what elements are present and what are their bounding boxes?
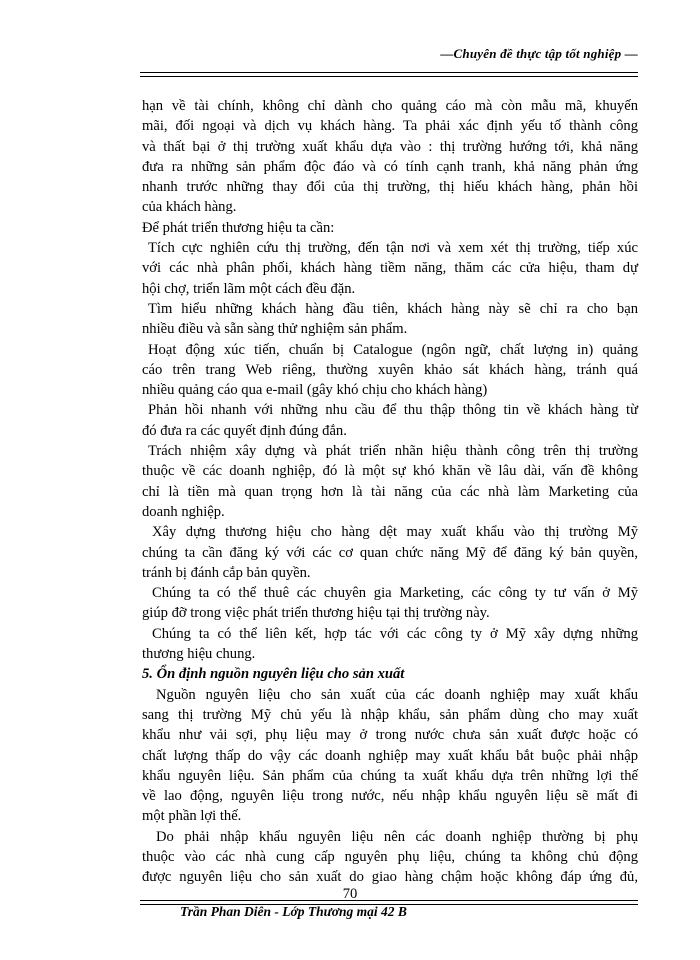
text-line: giúp đỡ trong việc phát triển thương hiệu tại thị trường này. [142,605,490,622]
text-line: hội chợ, triển lãm một cách đều đặn. [142,280,356,297]
body-text [142,96,638,888]
text-line: Do phải nhập khẩu nguyên liệu nên các doanh nghiệp thường bị phụ [156,828,638,845]
page-number: 70 [342,886,358,902]
text-line: nhanh trước những thay đổi của thị trường, thị hiếu khách hàng, phản hồi [142,179,638,196]
text-line: tránh bị đánh cắp bản quyền. [142,564,311,581]
section-heading: 5. Ổn định nguồn nguyên liệu cho sản xuất [142,666,405,683]
text-line: mãi, đối ngoại và dịch vụ khách hàng. Ta phải xác định yếu tố thành công [142,118,638,135]
text-line: đó đưa ra các quyết định đúng đắn. [142,422,347,439]
text-line: được nguyên liệu cho sản xuất do giao hàng chậm hoặc không đáp ứng đủ, [142,869,638,886]
text-line: của khách hàng. [142,199,237,216]
text-line: doanh nghiệp. [142,503,225,520]
text-line: thương hiệu chung. [142,646,256,663]
text-line: Trách nhiệm xây dựng và phát triển nhãn hiệu thành công trên thị trường [148,443,638,460]
text-line: đưa ra những sản phẩm độc đáo và có tính cạnh tranh, khả năng phản ứng [142,158,638,175]
text-line: một phần lợi thế. [142,808,242,825]
text-line: Hoạt động xúc tiến, chuẩn bị Catalogue (ngôn ngữ, chất lượng in) quảng [148,341,638,358]
text-line: Chúng ta có thể liên kết, hợp tác với các công ty ở Mỹ xây dựng những [152,625,638,642]
text-line: cáo trên trang Web riêng, thường xuyên khảo sát khách hàng, tránh quá [142,361,638,378]
text-line: Xây dựng thương hiệu cho hàng dệt may xuất khẩu vào thị trường Mỹ [152,524,638,541]
text-line: Chúng ta có thể thuê các chuyên gia Marketing, các công ty tư vấn ở Mỹ [152,585,638,602]
text-line: Phản hồi nhanh với những nhu cầu để thu thập thông tin về khách hàng từ [148,402,638,419]
text-line: nhiều điều và sẵn sàng thử nghiệm sản phẩm. [142,321,408,338]
text-line: khẩu nguyên liệu. Sản phẩm của chúng ta xuất khẩu dựa trên những lợi thế [142,767,638,784]
text-line: sang thị trường Mỹ chủ yếu là nhập khẩu, sản phẩm dùng cho may xuất [142,706,638,723]
text-line: chỉ là tiền mà quan trọng hơn là tài năng của các nhà làm Marketing của [142,483,638,500]
text-line: hạn về tài chính, không chỉ dành cho quảng cáo mà còn mẫu mã, khuyến [142,98,638,114]
text-line: khẩu như vải sợi, phụ liệu may ở trong nước chưa sản xuất được hoặc có [142,727,638,744]
text-line: Nguồn nguyên liệu cho sản xuất của các doanh nghiệp may xuất khẩu [156,686,638,703]
text-line: về lao động, nguyên liệu trong nước, nếu nhập khẩu nguyên liệu sẽ mất đi [142,788,638,805]
text-line: Để phát triển thương hiệu ta cần: [142,219,335,236]
text-line: chất lượng thấp do vậy các doanh nghiệp may xuất khẩu bắt buộc phải nhập [142,747,638,764]
text-line: Tìm hiểu những khách hàng đầu tiên, khách hàng này sẽ chỉ ra cho bạn [148,300,638,317]
text-line: và thất bại ở thị trường xuất khẩu dựa vào : thị trường hướng tới, khả năng [142,138,638,155]
text-line: chúng ta cần đăng ký với các cơ quan chức năng Mỹ để đăng ký bản quyền, [142,544,638,561]
text-line: thuộc về các doanh nghiệp, đó là một sự khó khăn về lâu dài, vấn đề không [142,463,638,480]
text-line: Tích cực nghiên cứu thị trường, đến tận nơi và xem xét thị trường, tiếp xúc [148,240,638,257]
page-footer: Trần Phan Diên - Lớp Thương mại 42 B [180,904,407,919]
text-line: nhiều quảng cáo qua e-mail (gây khó chịu cho khách hàng) [142,382,488,399]
text-line: thuộc vào các nhà cung cấp nguyên phụ liệu, chúng ta không chủ động [142,848,638,865]
page-header: —Chuyên đề thực tập tốt nghiệp — [440,46,638,61]
text-line: với các nhà phân phối, khách hàng tiềm năng, thăm các cửa hiệu, tham dự [142,260,638,277]
header-rule [140,72,638,77]
